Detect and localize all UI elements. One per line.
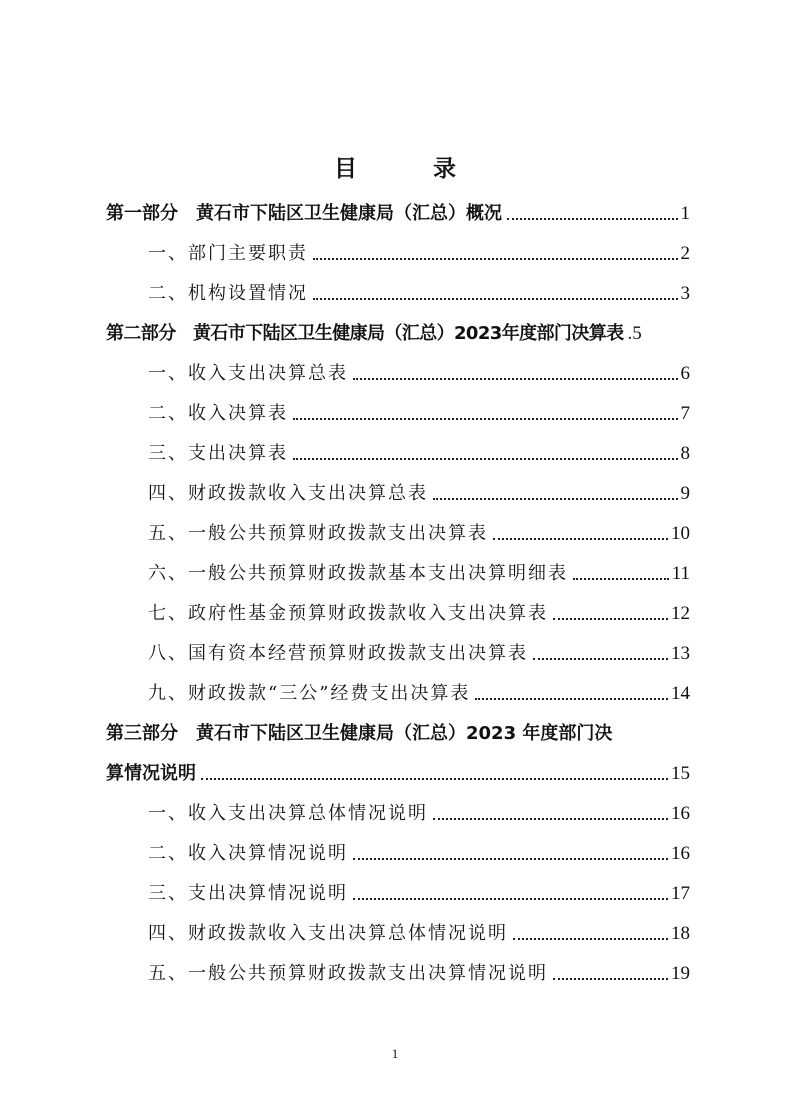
toc-entry-page: 6: [680, 363, 690, 384]
dot-leader: [433, 497, 678, 500]
dot-leader: [313, 297, 678, 300]
page-number: 1: [391, 1046, 399, 1061]
toc-entry-label: 二、机构设置情况: [148, 283, 308, 304]
dot-leader: [353, 897, 668, 900]
toc-entry-page: 10: [671, 523, 690, 544]
toc-entry[interactable]: [148, 873, 690, 905]
dot-leader: [433, 817, 668, 820]
toc-entry-part2[interactable]: [106, 313, 690, 345]
toc-entry-part3-line1[interactable]: [106, 713, 690, 745]
dot-leader: [293, 417, 678, 420]
toc-entry-label: 第三部分 黄石市下陆区卫生健康局（汇总）2023 年度部门决: [106, 723, 613, 744]
toc-entry-page: 16: [671, 803, 690, 824]
toc-entry[interactable]: [148, 553, 690, 585]
toc-entry-label: 一、收入支出决算总体情况说明: [148, 803, 428, 824]
toc-entry[interactable]: [148, 433, 690, 465]
toc-entry[interactable]: [148, 473, 690, 505]
toc-entry-label: 九、财政拨款“三公”经费支出决算表: [148, 683, 471, 704]
toc-entry[interactable]: [148, 393, 690, 425]
toc-entry[interactable]: [148, 953, 690, 985]
toc-entry[interactable]: [148, 593, 690, 625]
toc-title: 目 录: [333, 156, 490, 182]
toc-entry-page: 1: [680, 203, 690, 224]
toc-entry-page: 12: [671, 603, 690, 624]
toc-entry-page: .5: [627, 323, 642, 344]
toc-entry-label: 三、支出决算情况说明: [148, 883, 348, 904]
toc-entry-label: 五、一般公共预算财政拨款支出决算表: [148, 523, 488, 544]
dot-leader: [493, 537, 668, 540]
dot-leader: [353, 377, 678, 380]
dot-leader: [573, 577, 669, 580]
toc-entry-label: 算情况说明: [106, 763, 196, 784]
toc-entry[interactable]: [148, 673, 690, 705]
toc-entry[interactable]: [148, 353, 690, 385]
toc-entry-page: 7: [680, 403, 690, 424]
toc-entry-label: 六、一般公共预算财政拨款基本支出决算明细表: [148, 563, 568, 584]
toc-entry-label: 第二部分 黄石市下陆区卫生健康局（汇总）2023年度部门决算表: [106, 323, 624, 344]
toc-entry-page: 18: [671, 923, 690, 944]
toc-entry-page: 9: [680, 483, 690, 504]
dot-leader: [513, 937, 668, 940]
toc-entry[interactable]: [148, 513, 690, 545]
toc-entry[interactable]: [148, 833, 690, 865]
toc-entry-page: 8: [680, 443, 690, 464]
toc-entry-label: 二、收入决算表: [148, 403, 288, 424]
dot-leader: [553, 977, 668, 980]
toc-entry-page: 17: [671, 883, 690, 904]
toc-entry[interactable]: [148, 793, 690, 825]
toc-entry-part1[interactable]: [106, 193, 690, 225]
toc-entry-page: 14: [671, 683, 690, 704]
toc-entry-page: 11: [671, 563, 690, 584]
toc-entry-page: 16: [671, 843, 690, 864]
toc-entry-label: 四、财政拨款收入支出决算总体情况说明: [148, 923, 508, 944]
toc-entry-page-number: 5: [632, 323, 642, 344]
toc-entry-label: 四、财政拨款收入支出决算总表: [148, 483, 428, 504]
toc-entry-label: 一、部门主要职责: [148, 243, 308, 264]
toc-entry[interactable]: [148, 913, 690, 945]
toc-entry-label: 一、收入支出决算总表: [148, 363, 348, 384]
dot-leader: [353, 857, 668, 860]
dot-leader: [475, 697, 668, 700]
toc-entry[interactable]: [148, 633, 690, 665]
toc-entry-label: 七、政府性基金预算财政拨款收入支出决算表: [148, 603, 548, 624]
dot-leader: [313, 257, 678, 260]
toc-entry-label: 三、支出决算表: [148, 443, 288, 464]
dot-leader: [553, 617, 668, 620]
dot-leader: [201, 777, 668, 780]
toc-entry-page: 2: [680, 243, 690, 264]
toc-entry[interactable]: [148, 233, 690, 265]
dot-leader: [293, 457, 678, 460]
toc-entry-label: 五、一般公共预算财政拨款支出决算情况说明: [148, 963, 548, 984]
toc-entry-label: 八、国有资本经营预算财政拨款支出决算表: [148, 643, 528, 664]
toc-entry-page: 3: [680, 283, 690, 304]
toc-entry-part3[interactable]: [106, 753, 690, 785]
toc-entry-page: 13: [671, 643, 690, 664]
toc-entry-label: 第一部分 黄石市下陆区卫生健康局（汇总）概况: [106, 203, 502, 224]
toc-entry-page: 19: [671, 963, 690, 984]
dot-leader: [507, 217, 678, 220]
toc-entry-page: 15: [671, 763, 690, 784]
toc-entry[interactable]: [148, 273, 690, 305]
dot-leader: [533, 657, 668, 660]
toc-entry-label: 二、收入决算情况说明: [148, 843, 348, 864]
